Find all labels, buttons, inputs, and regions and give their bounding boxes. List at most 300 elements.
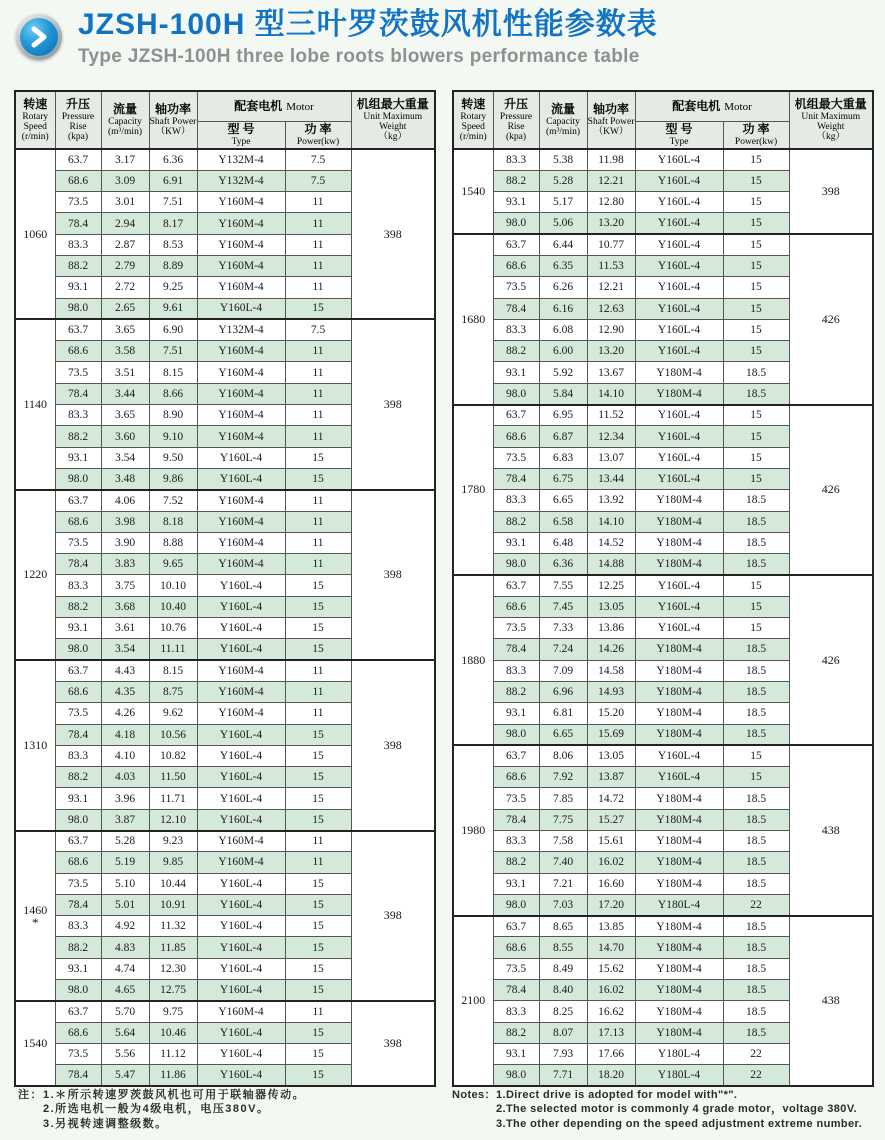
shaft-power-cell: 9.10 — [149, 426, 197, 447]
pressure-cell: 88.2 — [493, 170, 539, 191]
motor-type-cell: Y180M-4 — [635, 958, 723, 979]
pressure-cell: 93.1 — [55, 447, 101, 468]
shaft-power-cell: 15.69 — [587, 724, 635, 745]
pressure-cell: 83.3 — [493, 1001, 539, 1022]
capacity-cell: 7.24 — [539, 639, 587, 660]
notes-chinese — [18, 1088, 443, 1131]
motor-power-cell: 15 — [723, 468, 789, 489]
motor-type-cell: Y180M-4 — [635, 937, 723, 958]
pressure-cell: 68.6 — [55, 511, 101, 532]
shaft-power-cell: 13.05 — [587, 596, 635, 617]
pressure-cell: 88.2 — [493, 681, 539, 702]
pressure-cell: 73.5 — [493, 958, 539, 979]
motor-type-cell: Y160L-4 — [635, 426, 723, 447]
motor-type-cell: Y160L-4 — [197, 1022, 285, 1043]
pressure-cell: 93.1 — [55, 277, 101, 298]
motor-power-cell: 7.5 — [285, 170, 351, 191]
weight-cell: 398 — [351, 831, 435, 1001]
motor-power-cell: 11 — [285, 703, 351, 724]
shaft-power-cell: 8.53 — [149, 234, 197, 255]
notes-label: 注： — [18, 1089, 43, 1101]
capacity-cell: 3.90 — [101, 532, 149, 553]
col-header-shaft-power: 轴功率 Shaft Power （KW） — [149, 91, 197, 149]
motor-type-cell: Y180L-4 — [635, 894, 723, 915]
shaft-power-cell: 6.91 — [149, 170, 197, 191]
motor-type-cell: Y132M-4 — [197, 170, 285, 191]
capacity-cell: 3.58 — [101, 341, 149, 362]
weight-cell: 426 — [789, 234, 873, 404]
capacity-cell: 8.55 — [539, 937, 587, 958]
motor-type-cell: Y160L-4 — [197, 639, 285, 660]
weight-cell: 438 — [789, 916, 873, 1086]
motor-type-cell: Y160L-4 — [635, 234, 723, 255]
shaft-power-cell: 11.11 — [149, 639, 197, 660]
motor-type-cell: Y160L-4 — [197, 1065, 285, 1086]
motor-type-cell: Y160M-4 — [197, 234, 285, 255]
shaft-power-cell: 12.21 — [587, 170, 635, 191]
motor-power-cell: 11 — [285, 277, 351, 298]
speed-cell: 1980 — [453, 745, 493, 915]
pressure-cell: 78.4 — [55, 213, 101, 234]
pressure-cell: 78.4 — [493, 639, 539, 660]
shaft-power-cell: 16.60 — [587, 873, 635, 894]
capacity-cell: 6.26 — [539, 277, 587, 298]
motor-type-cell: Y160L-4 — [635, 213, 723, 234]
motor-type-cell: Y180M-4 — [635, 681, 723, 702]
capacity-cell: 4.10 — [101, 745, 149, 766]
shaft-power-cell: 11.50 — [149, 767, 197, 788]
weight-cell: 426 — [789, 575, 873, 745]
pressure-cell: 83.3 — [493, 831, 539, 852]
shaft-power-cell: 12.80 — [587, 192, 635, 213]
shaft-power-cell: 9.85 — [149, 852, 197, 873]
capacity-cell: 6.44 — [539, 234, 587, 255]
motor-type-cell: Y160M-4 — [197, 831, 285, 852]
pressure-cell: 63.7 — [55, 1001, 101, 1022]
col-header-weight: 机组最大重量 Unit Maximum Weight （kg） — [351, 91, 435, 149]
speed-cell: 1220 — [15, 490, 55, 660]
motor-power-cell: 15 — [285, 724, 351, 745]
motor-power-cell: 15 — [723, 234, 789, 255]
pressure-cell: 73.5 — [55, 192, 101, 213]
pressure-cell: 98.0 — [55, 809, 101, 830]
motor-power-cell: 18.5 — [723, 681, 789, 702]
pressure-cell: 63.7 — [55, 490, 101, 511]
motor-type-cell: Y160M-4 — [197, 277, 285, 298]
motor-type-cell: Y160L-4 — [635, 255, 723, 276]
table-row — [453, 916, 873, 937]
motor-power-cell: 15 — [285, 1043, 351, 1064]
note-line: 1.＊所示转速罗茨鼓风机也可用于联轴器传动。 — [43, 1089, 306, 1101]
capacity-cell: 5.28 — [101, 831, 149, 852]
pressure-cell: 78.4 — [55, 554, 101, 575]
pressure-cell: 78.4 — [493, 809, 539, 830]
pressure-cell: 98.0 — [493, 724, 539, 745]
motor-power-cell: 11 — [285, 554, 351, 575]
shaft-power-cell: 9.75 — [149, 1001, 197, 1022]
motor-type-cell: Y160M-4 — [197, 405, 285, 426]
motor-type-cell: Y160M-4 — [197, 681, 285, 702]
shaft-power-cell: 9.61 — [149, 298, 197, 319]
motor-type-cell: Y160L-4 — [635, 767, 723, 788]
pressure-cell: 98.0 — [493, 1065, 539, 1086]
weight-cell: 398 — [351, 490, 435, 660]
motor-type-cell: Y160L-4 — [197, 447, 285, 468]
shaft-power-cell: 17.13 — [587, 1022, 635, 1043]
motor-type-cell: Y160M-4 — [197, 1001, 285, 1022]
capacity-cell: 3.48 — [101, 468, 149, 489]
pressure-cell: 63.7 — [55, 831, 101, 852]
capacity-cell: 5.47 — [101, 1065, 149, 1086]
motor-power-cell: 15 — [723, 255, 789, 276]
motor-type-cell: Y160M-4 — [197, 341, 285, 362]
note-line: 1.Direct drive is adopted for model with"*". — [495, 1089, 738, 1101]
pressure-cell: 98.0 — [55, 639, 101, 660]
speed-cell: 2100 — [453, 916, 493, 1086]
pressure-cell: 93.1 — [55, 788, 101, 809]
col-header-speed: 转速 Rotary Speed (r/min) — [453, 91, 493, 149]
speed-cell: 1540 — [453, 149, 493, 234]
shaft-power-cell: 8.90 — [149, 405, 197, 426]
speed-cell: 1460 * — [15, 831, 55, 1001]
shaft-power-cell: 8.15 — [149, 660, 197, 681]
speed-cell: 1680 — [453, 234, 493, 404]
pressure-cell: 73.5 — [55, 1043, 101, 1064]
pressure-cell: 93.1 — [493, 873, 539, 894]
motor-power-cell: 18.5 — [723, 809, 789, 830]
shaft-power-cell: 11.52 — [587, 405, 635, 426]
motor-power-cell: 18.5 — [723, 831, 789, 852]
motor-type-cell: Y180M-4 — [635, 916, 723, 937]
capacity-cell: 6.65 — [539, 490, 587, 511]
capacity-cell: 6.36 — [539, 554, 587, 575]
shaft-power-cell: 13.07 — [587, 447, 635, 468]
shaft-power-cell: 14.52 — [587, 532, 635, 553]
pressure-cell: 73.5 — [493, 618, 539, 639]
pressure-cell: 73.5 — [493, 788, 539, 809]
motor-power-cell: 18.5 — [723, 532, 789, 553]
motor-power-cell: 11 — [285, 341, 351, 362]
motor-power-cell: 11 — [285, 511, 351, 532]
col-header-motor-type: 型 号 Type — [635, 121, 723, 149]
motor-power-cell: 18.5 — [723, 980, 789, 1001]
shaft-power-cell: 14.26 — [587, 639, 635, 660]
motor-power-cell: 15 — [723, 596, 789, 617]
pressure-cell: 88.2 — [55, 937, 101, 958]
shaft-power-cell: 6.90 — [149, 319, 197, 340]
motor-power-cell: 11 — [285, 383, 351, 404]
motor-power-cell: 18.5 — [723, 958, 789, 979]
pressure-cell: 88.2 — [493, 511, 539, 532]
motor-power-cell: 18.5 — [723, 916, 789, 937]
pressure-cell: 83.3 — [55, 916, 101, 937]
pressure-cell: 63.7 — [55, 319, 101, 340]
shaft-power-cell: 13.87 — [587, 767, 635, 788]
table-row — [453, 575, 873, 596]
pressure-cell: 78.4 — [55, 724, 101, 745]
shaft-power-cell: 14.10 — [587, 511, 635, 532]
capacity-cell: 5.38 — [539, 149, 587, 170]
motor-power-cell: 15 — [285, 639, 351, 660]
shaft-power-cell: 18.20 — [587, 1065, 635, 1086]
notes-english — [452, 1088, 884, 1131]
col-header-motor-power: 功 率 Power(kw) — [285, 121, 351, 149]
speed-cell: 1540 — [15, 1001, 55, 1086]
shaft-power-cell: 15.20 — [587, 703, 635, 724]
capacity-cell: 7.55 — [539, 575, 587, 596]
capacity-cell: 3.09 — [101, 170, 149, 191]
motor-type-cell: Y180M-4 — [635, 511, 723, 532]
shaft-power-cell: 7.52 — [149, 490, 197, 511]
motor-type-cell: Y160L-4 — [635, 745, 723, 766]
motor-type-cell: Y180M-4 — [635, 1022, 723, 1043]
motor-power-cell: 15 — [285, 618, 351, 639]
table-row — [15, 319, 435, 340]
motor-power-cell: 11 — [285, 426, 351, 447]
shaft-power-cell: 10.77 — [587, 234, 635, 255]
capacity-cell: 3.96 — [101, 788, 149, 809]
shaft-power-cell: 12.30 — [149, 958, 197, 979]
pressure-cell: 93.1 — [493, 192, 539, 213]
tables-container — [14, 90, 874, 1087]
capacity-cell: 4.92 — [101, 916, 149, 937]
motor-power-cell: 18.5 — [723, 873, 789, 894]
motor-power-cell: 15 — [285, 980, 351, 1001]
motor-power-cell: 11 — [285, 490, 351, 511]
motor-power-cell: 18.5 — [723, 660, 789, 681]
note-line: 3.The other depending on the speed adjustment extreme number. — [495, 1117, 863, 1130]
capacity-cell: 5.06 — [539, 213, 587, 234]
col-header-motor-type: 型 号 Type — [197, 121, 285, 149]
note-line: 2.所选电机一般为4级电机，电压380V。 — [43, 1103, 270, 1116]
table-row — [15, 831, 435, 852]
motor-power-cell: 22 — [723, 1043, 789, 1064]
motor-type-cell: Y160L-4 — [197, 298, 285, 319]
motor-power-cell: 15 — [285, 1065, 351, 1086]
motor-type-cell: Y160L-4 — [635, 468, 723, 489]
pressure-cell: 73.5 — [493, 447, 539, 468]
pressure-cell: 98.0 — [493, 213, 539, 234]
pressure-cell: 68.6 — [493, 596, 539, 617]
capacity-cell: 5.17 — [539, 192, 587, 213]
motor-type-cell: Y160L-4 — [197, 575, 285, 596]
motor-type-cell: Y160L-4 — [197, 745, 285, 766]
shaft-power-cell: 14.10 — [587, 383, 635, 404]
col-header-capacity: 流量 Capacity (m³/min) — [101, 91, 149, 149]
pressure-cell: 98.0 — [55, 980, 101, 1001]
speed-cell: 1140 — [15, 319, 55, 489]
shaft-power-cell: 12.21 — [587, 277, 635, 298]
pressure-cell: 88.2 — [55, 426, 101, 447]
capacity-cell: 8.07 — [539, 1022, 587, 1043]
pressure-cell: 73.5 — [493, 277, 539, 298]
capacity-cell: 6.16 — [539, 298, 587, 319]
capacity-cell: 5.01 — [101, 894, 149, 915]
motor-type-cell: Y180M-4 — [635, 532, 723, 553]
shaft-power-cell: 10.91 — [149, 894, 197, 915]
motor-power-cell: 11 — [285, 234, 351, 255]
pressure-cell: 78.4 — [55, 894, 101, 915]
motor-type-cell: Y160L-4 — [197, 468, 285, 489]
capacity-cell: 4.06 — [101, 490, 149, 511]
shaft-power-cell: 16.62 — [587, 1001, 635, 1022]
shaft-power-cell: 9.62 — [149, 703, 197, 724]
col-header-pressure: 升压 Pressure Rise (kpa) — [493, 91, 539, 149]
capacity-cell: 6.08 — [539, 319, 587, 340]
pressure-cell: 78.4 — [55, 383, 101, 404]
pressure-cell: 68.6 — [55, 341, 101, 362]
capacity-cell: 3.61 — [101, 618, 149, 639]
motor-type-cell: Y180M-4 — [635, 660, 723, 681]
pressure-cell: 98.0 — [55, 468, 101, 489]
motor-power-cell: 15 — [285, 873, 351, 894]
capacity-cell: 7.21 — [539, 873, 587, 894]
capacity-cell: 2.79 — [101, 255, 149, 276]
weight-cell: 426 — [789, 405, 873, 575]
capacity-cell: 2.72 — [101, 277, 149, 298]
capacity-cell: 8.25 — [539, 1001, 587, 1022]
motor-type-cell: Y160L-4 — [635, 149, 723, 170]
note-line: 2.The selected motor is commonly 4 grade motor，voltage 380V. — [495, 1103, 858, 1116]
motor-power-cell: 11 — [285, 362, 351, 383]
motor-type-cell: Y160M-4 — [197, 703, 285, 724]
motor-power-cell: 15 — [285, 1022, 351, 1043]
motor-type-cell: Y160L-4 — [197, 724, 285, 745]
capacity-cell: 2.87 — [101, 234, 149, 255]
motor-power-cell: 15 — [285, 958, 351, 979]
pressure-cell: 73.5 — [55, 532, 101, 553]
motor-type-cell: Y160L-4 — [635, 170, 723, 191]
pressure-cell: 63.7 — [493, 575, 539, 596]
motor-power-cell: 18.5 — [723, 490, 789, 511]
capacity-cell: 6.83 — [539, 447, 587, 468]
capacity-cell: 7.03 — [539, 894, 587, 915]
motor-power-cell: 11 — [285, 255, 351, 276]
capacity-cell: 8.49 — [539, 958, 587, 979]
motor-power-cell: 15 — [723, 575, 789, 596]
pressure-cell: 78.4 — [55, 1065, 101, 1086]
shaft-power-cell: 12.75 — [149, 980, 197, 1001]
motor-power-cell: 15 — [723, 170, 789, 191]
motor-power-cell: 11 — [285, 213, 351, 234]
capacity-cell: 6.65 — [539, 724, 587, 745]
motor-type-cell: Y160M-4 — [197, 426, 285, 447]
shaft-power-cell: 10.56 — [149, 724, 197, 745]
pressure-cell: 93.1 — [493, 703, 539, 724]
motor-type-cell: Y160L-4 — [635, 319, 723, 340]
motor-type-cell: Y160L-4 — [197, 809, 285, 830]
motor-type-cell: Y180M-4 — [635, 383, 723, 404]
pressure-cell: 83.3 — [55, 575, 101, 596]
capacity-cell: 7.71 — [539, 1065, 587, 1086]
pressure-cell: 78.4 — [493, 980, 539, 1001]
motor-power-cell: 15 — [285, 298, 351, 319]
motor-power-cell: 22 — [723, 1065, 789, 1086]
shaft-power-cell: 9.50 — [149, 447, 197, 468]
capacity-cell: 6.87 — [539, 426, 587, 447]
motor-type-cell: Y160L-4 — [635, 405, 723, 426]
capacity-cell: 3.44 — [101, 383, 149, 404]
table-body-left — [15, 149, 435, 1086]
motor-power-cell: 15 — [723, 213, 789, 234]
motor-power-cell: 18.5 — [723, 937, 789, 958]
weight-cell: 398 — [789, 149, 873, 234]
shaft-power-cell: 13.20 — [587, 213, 635, 234]
capacity-cell: 2.65 — [101, 298, 149, 319]
pressure-cell: 73.5 — [55, 873, 101, 894]
capacity-cell: 3.54 — [101, 639, 149, 660]
capacity-cell: 7.45 — [539, 596, 587, 617]
motor-power-cell: 15 — [285, 788, 351, 809]
shaft-power-cell: 6.36 — [149, 149, 197, 170]
motor-type-cell: Y180M-4 — [635, 831, 723, 852]
motor-type-cell: Y132M-4 — [197, 149, 285, 170]
motor-type-cell: Y160L-4 — [635, 575, 723, 596]
capacity-cell: 7.85 — [539, 788, 587, 809]
pressure-cell: 63.7 — [493, 234, 539, 255]
col-header-speed: 转速 Rotary Speed (r/min) — [15, 91, 55, 149]
motor-type-cell: Y160L-4 — [197, 958, 285, 979]
shaft-power-cell: 10.46 — [149, 1022, 197, 1043]
capacity-cell: 3.83 — [101, 554, 149, 575]
shaft-power-cell: 13.85 — [587, 916, 635, 937]
pressure-cell: 63.7 — [493, 405, 539, 426]
motor-power-cell: 15 — [723, 149, 789, 170]
motor-type-cell: Y160M-4 — [197, 255, 285, 276]
pressure-cell: 88.2 — [493, 852, 539, 873]
motor-type-cell: Y160L-4 — [197, 916, 285, 937]
pressure-cell: 63.7 — [493, 745, 539, 766]
pressure-cell: 83.3 — [55, 234, 101, 255]
capacity-cell: 5.70 — [101, 1001, 149, 1022]
motor-power-cell: 15 — [285, 894, 351, 915]
capacity-cell: 5.19 — [101, 852, 149, 873]
motor-power-cell: 15 — [285, 468, 351, 489]
capacity-cell: 3.65 — [101, 405, 149, 426]
pressure-cell: 73.5 — [55, 362, 101, 383]
motor-type-cell: Y160L-4 — [635, 192, 723, 213]
shaft-power-cell: 10.40 — [149, 596, 197, 617]
motor-type-cell: Y160L-4 — [635, 277, 723, 298]
motor-power-cell: 15 — [285, 575, 351, 596]
motor-power-cell: 18.5 — [723, 852, 789, 873]
col-header-capacity: 流量 Capacity (m³/min) — [539, 91, 587, 149]
performance-table-right — [452, 90, 874, 1087]
motor-type-cell: Y160L-4 — [197, 618, 285, 639]
motor-power-cell: 11 — [285, 532, 351, 553]
shaft-power-cell: 12.34 — [587, 426, 635, 447]
col-header-motor-power: 功 率 Power(kw) — [723, 121, 789, 149]
pressure-cell: 83.3 — [55, 745, 101, 766]
capacity-cell: 5.10 — [101, 873, 149, 894]
capacity-cell: 4.18 — [101, 724, 149, 745]
shaft-power-cell: 13.05 — [587, 745, 635, 766]
shaft-power-cell: 9.25 — [149, 277, 197, 298]
pressure-cell: 83.3 — [493, 660, 539, 681]
shaft-power-cell: 7.51 — [149, 341, 197, 362]
motor-type-cell: Y160M-4 — [197, 490, 285, 511]
motor-power-cell: 18.5 — [723, 362, 789, 383]
shaft-power-cell: 8.88 — [149, 532, 197, 553]
motor-power-cell: 15 — [723, 767, 789, 788]
pressure-cell: 83.3 — [493, 490, 539, 511]
shaft-power-cell: 10.82 — [149, 745, 197, 766]
capacity-cell: 6.96 — [539, 681, 587, 702]
shaft-power-cell: 14.70 — [587, 937, 635, 958]
shaft-power-cell: 8.75 — [149, 681, 197, 702]
motor-type-cell: Y160L-4 — [197, 788, 285, 809]
motor-power-cell: 18.5 — [723, 639, 789, 660]
